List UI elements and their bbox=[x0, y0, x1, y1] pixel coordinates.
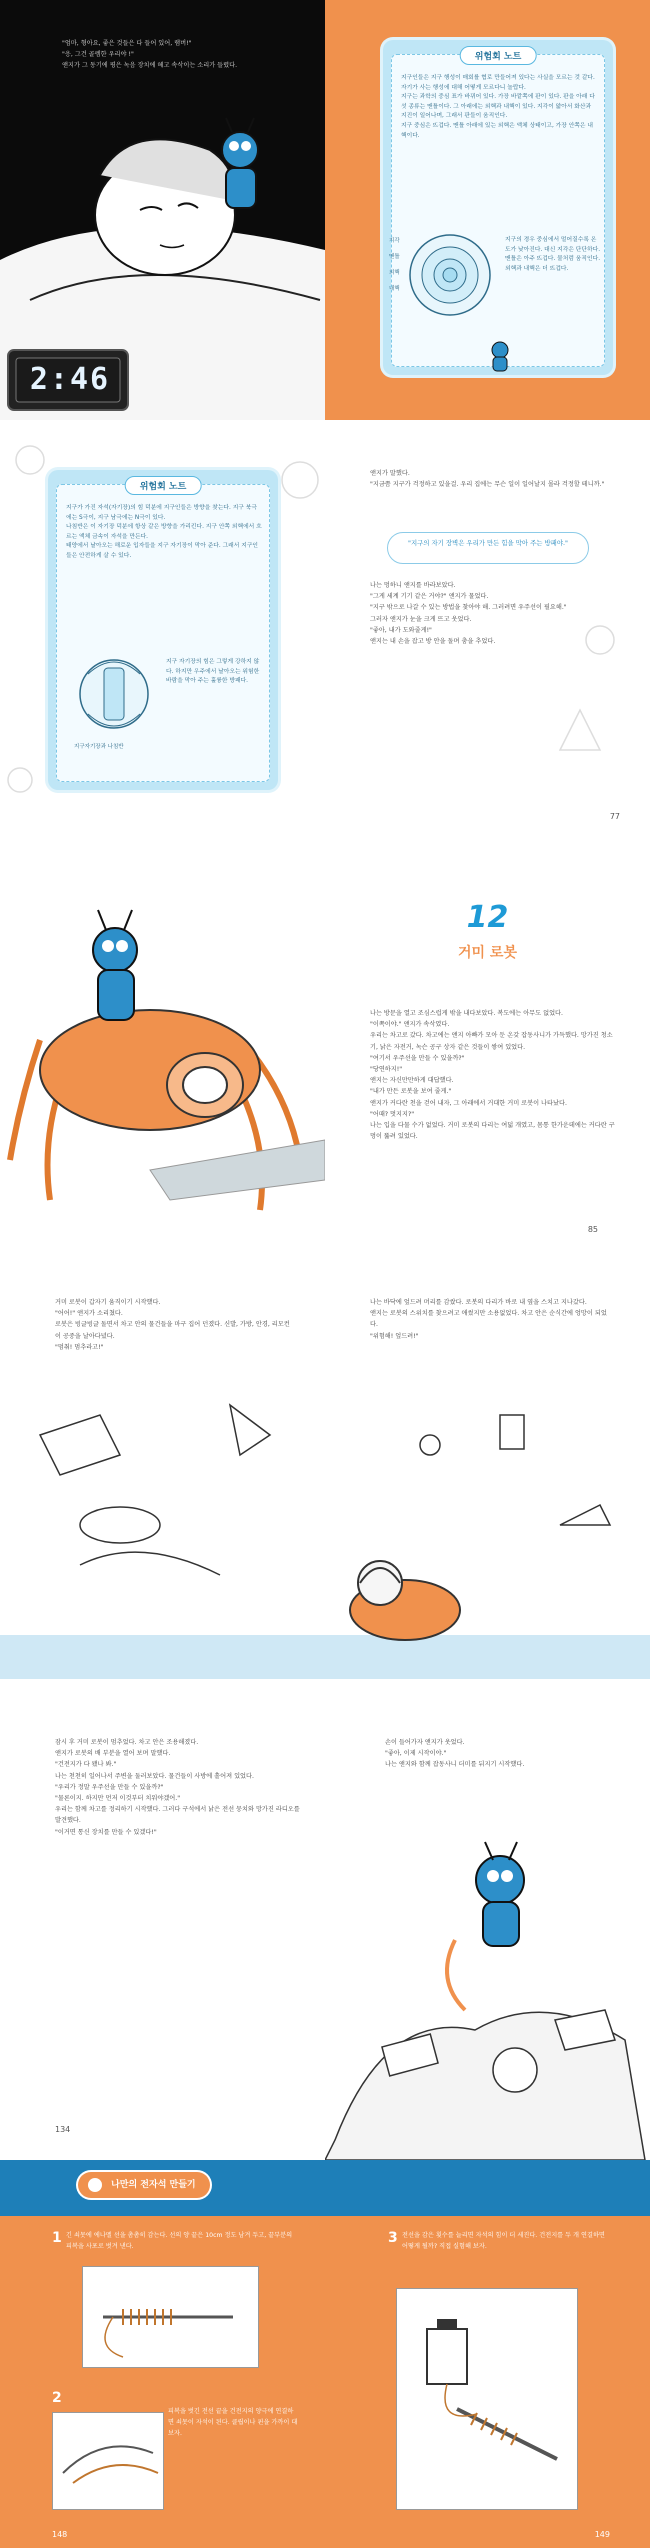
story-text: 앤지가 말했다. "지금쯤 지구가 걱정하고 있을걸. 우리 집에는 무슨 일이 일어날지 몰라 걱정할 테니까." bbox=[370, 470, 605, 489]
right-page-text bbox=[325, 420, 650, 840]
page-number: 85 bbox=[587, 1225, 598, 1234]
step-3-text: 전선을 감은 횟수를 늘리면 자석의 힘이 더 세진다. 건전지를 두 개 연결하면 어떻게 될까? 직접 실험해 보자. bbox=[402, 2232, 605, 2251]
story-text-left: 잠시 후 거미 로봇이 멈추었다. 차고 안은 조용해졌다. 앤지가 로봇의 배 부분을 열어 보며 말했다. "건전지가 다 됐나 봐." 나는 천천히 일어나서 주변을 둘러보았다. 물건들이 사방에 흩어져 있었다. "우리가 정말 우주선을 만들 수 있을까?" "물론이지. 하지만 먼저 이것부터 치워야겠어." 우리는 함께 차고를 정리하기 시작했다. 그러다 구석에서 낡은 전선 뭉치와 망가진 라디오를 발견했다. "이거면 통신 장치를 만들 수 있겠다!" bbox=[55, 1739, 300, 1836]
flask-icon bbox=[88, 2178, 102, 2192]
spread-3 bbox=[0, 840, 650, 1265]
diagram-label-mantle: 맨틀 bbox=[389, 254, 400, 260]
chaos-illustration bbox=[0, 1265, 650, 1705]
page-number-right: 149 bbox=[594, 2530, 610, 2539]
banner bbox=[0, 2160, 650, 2216]
spider-robot-illustration bbox=[0, 840, 325, 1265]
note-card bbox=[48, 470, 278, 790]
note-side-text: 지구의 경우 중심에서 멀어질수록 온도가 낮아진다. 대신 지각은 단단하다. 맨틀은 아주 뜨겁다. 물처럼 움직인다. 외핵과 내핵은 더 뜨겁다. bbox=[505, 237, 601, 272]
step-1-number: 1 bbox=[52, 2230, 62, 2246]
step-2-image bbox=[52, 2412, 164, 2510]
note-side-text: 지구 자기장의 힘은 그렇게 강하지 않다. 하지만 우주에서 날아오는 위험한 바람을 막아 주는 훌륭한 방패다. bbox=[166, 659, 260, 685]
compass-magnet-diagram bbox=[74, 654, 154, 734]
quote-box bbox=[387, 532, 589, 564]
note-body: 지구인들은 지구 행성이 매회를 협로 만들어져 있다는 사실을 모르는 것 같다. 자기가 사는 행성에 대해 어떻게 모르다니 놀랍다. 지구는 과학의 중심 표가 바뀌어 있다. 가장 바깥쪽에 판이 있다. 판을 아래 다섯 종류는 맨틀이다. 그 아래에는 외핵과 내핵이 있다. 지각이 얇아서 화산과 지진이 일어나며, 그래서 판들이 움직인다. 지구 중심은 뜨겁다. 맨틀 아래에 있는 외핵은 액체 상태이고, 가장 안쪽은 내핵이다. bbox=[401, 75, 595, 139]
story-text: 나는 방문을 열고 조심스럽게 밖을 내다보았다. 복도에는 아무도 없었다. "이쪽이야." 앤지가 속삭였다. 우리는 차고로 갔다. 차고에는 앤지 아빠가 모아 둔 온갖 잡동사니가 가득했다. 망가진 청소기, 낡은 자전거, 녹슨 공구 상자 같은 것들이 쌓여 있었다. "여기서 우주선을 만들 수 있을까?" "당연하지!" 앤지는 자신만만하게 대답했다. "내가 만든 로봇을 보여 줄게." 앤지가 커다란 천을 걷어 내자, 그 아래에서 거대한 거미 로봇이 나타났다. "어때? 멋지지?" 나는 입을 다물 수가 없었다. 거미 로봇의 다리는 여덟 개였고, 몸통 한가운데에는 커다란 구멍이 뚫려 있었다. bbox=[370, 1010, 615, 1141]
note-body: 지구가 가진 자석(자기장)의 힘 덕분에 지구인들은 방향을 찾는다. 지구 북극에는 S극이, 지구 남극에는 N극이 있다. 나침반은 이 자기장 덕분에 항상 같은 방향을 가리킨다. 지구 안쪽 외핵에서 흐르는 액체 금속이 자석을 만든다. 태양에서 날아오는 해로운 입자들을 지구 자기장이 막아 준다. 그래서 지구인들은 안전하게 살 수 있다. bbox=[66, 505, 262, 559]
alien-icon bbox=[487, 340, 513, 374]
step-3-image bbox=[396, 2288, 578, 2510]
page-number-left: 148 bbox=[52, 2530, 68, 2539]
story-text-right: 손이 들어가자 앤지가 웃었다. "좋아, 이제 시작이야." 나는 앤지와 함께 잡동사니 더미를 뒤지기 시작했다. bbox=[385, 1739, 525, 1769]
step-2-number: 2 bbox=[52, 2390, 62, 2406]
banner-badge bbox=[78, 2172, 210, 2198]
page-number: 134 bbox=[55, 2125, 71, 2134]
earth-layers-diagram bbox=[405, 230, 495, 320]
page-number: 77 bbox=[609, 812, 620, 821]
note-card bbox=[383, 40, 613, 375]
story-text-right: 나는 바닥에 엎드려 머리를 감쌌다. 로봇의 다리가 바로 내 옆을 스치고 지나갔다. 앤지는 로봇의 스위치를 찾으려고 애썼지만 소용없었다. 차고 안은 순식간에 엉망이 되었다. "위험해! 엎드려!" bbox=[370, 1299, 607, 1340]
step-2-text: 피복을 벗긴 전선 끝을 건전지의 양극에 연결하면 쇠못이 자석이 된다. 클립이나 핀을 가까이 대 보자. bbox=[168, 2408, 298, 2438]
left-page-bedroom bbox=[0, 0, 325, 420]
right-page-chapter bbox=[325, 840, 650, 1265]
diagram-caption: 지구자기장과 나침반 bbox=[74, 744, 124, 750]
junk-pile-illustration bbox=[325, 1780, 650, 2160]
banner-title: 나만의 전자석 만들기 bbox=[111, 2180, 196, 2190]
note-title: 위험회 노트 bbox=[125, 476, 202, 495]
step-3-number: 3 bbox=[388, 2230, 398, 2246]
chapter-number: 12 bbox=[466, 900, 509, 935]
story-text-left: 거미 로봇이 갑자기 움직이기 시작했다. "어어!" 앤지가 소리쳤다. 로봇은 빙글빙글 돌면서 차고 안의 물건들을 마구 집어 던졌다. 신발, 가방, 안경, 리모컨이 공중을 날아다녔다. "멈춰! 멈추라고!" bbox=[55, 1299, 290, 1351]
right-page-orange bbox=[325, 0, 650, 420]
spread-5 bbox=[0, 1705, 650, 2160]
diagram-label-outer-core: 외핵 bbox=[389, 270, 400, 276]
diagram-label-inner-core: 내핵 bbox=[389, 286, 400, 292]
spread-2 bbox=[0, 420, 650, 840]
spread-4 bbox=[0, 1265, 650, 1705]
story-text-2: 나는 멍하니 앤지를 바라보았다. "그게 세계 기기 같은 거야?" 앤지가 물었다. "지구 밖으로 나갈 수 있는 방법을 찾아야 해. 그러려면 우주선이 필요해." 그러자 앤지가 눈을 크게 뜨고 웃었다. "좋아, 내가 도와줄게!" 앤지는 내 손을 잡고 방 안을 돌며 춤을 추었다. bbox=[370, 582, 567, 646]
step-1-text: 긴 쇠못에 에나멜 선을 촘촘히 감는다. 선의 양 끝은 10cm 정도 남겨 두고, 끝부분의 피복을 사포로 벗겨 낸다. bbox=[66, 2232, 293, 2251]
step-1-image bbox=[82, 2266, 259, 2368]
quote-text: "지구의 자기 장벽은 우리가 만든 힘을 막아 주는 방패야." bbox=[408, 539, 568, 547]
diagram-label-crust: 지각 bbox=[389, 238, 400, 244]
spread-6 bbox=[0, 2160, 650, 2548]
bedroom-illustration bbox=[0, 0, 325, 420]
story-text: "엄마, 형아요, 좋은 것들은 다 들어 있어, 램버!" "응, 그건 골렘한 우리야 !" 앤지가 그 동기에 평은 녹음 장치에 헤고 속삭이는 소리가 들렸다. bbox=[62, 40, 238, 70]
spread-1 bbox=[0, 0, 650, 420]
note-title: 위험회 노트 bbox=[460, 46, 537, 65]
chapter-title: 거미 로봇 bbox=[458, 945, 517, 961]
alarm-clock-display: 2:46 bbox=[29, 362, 111, 397]
